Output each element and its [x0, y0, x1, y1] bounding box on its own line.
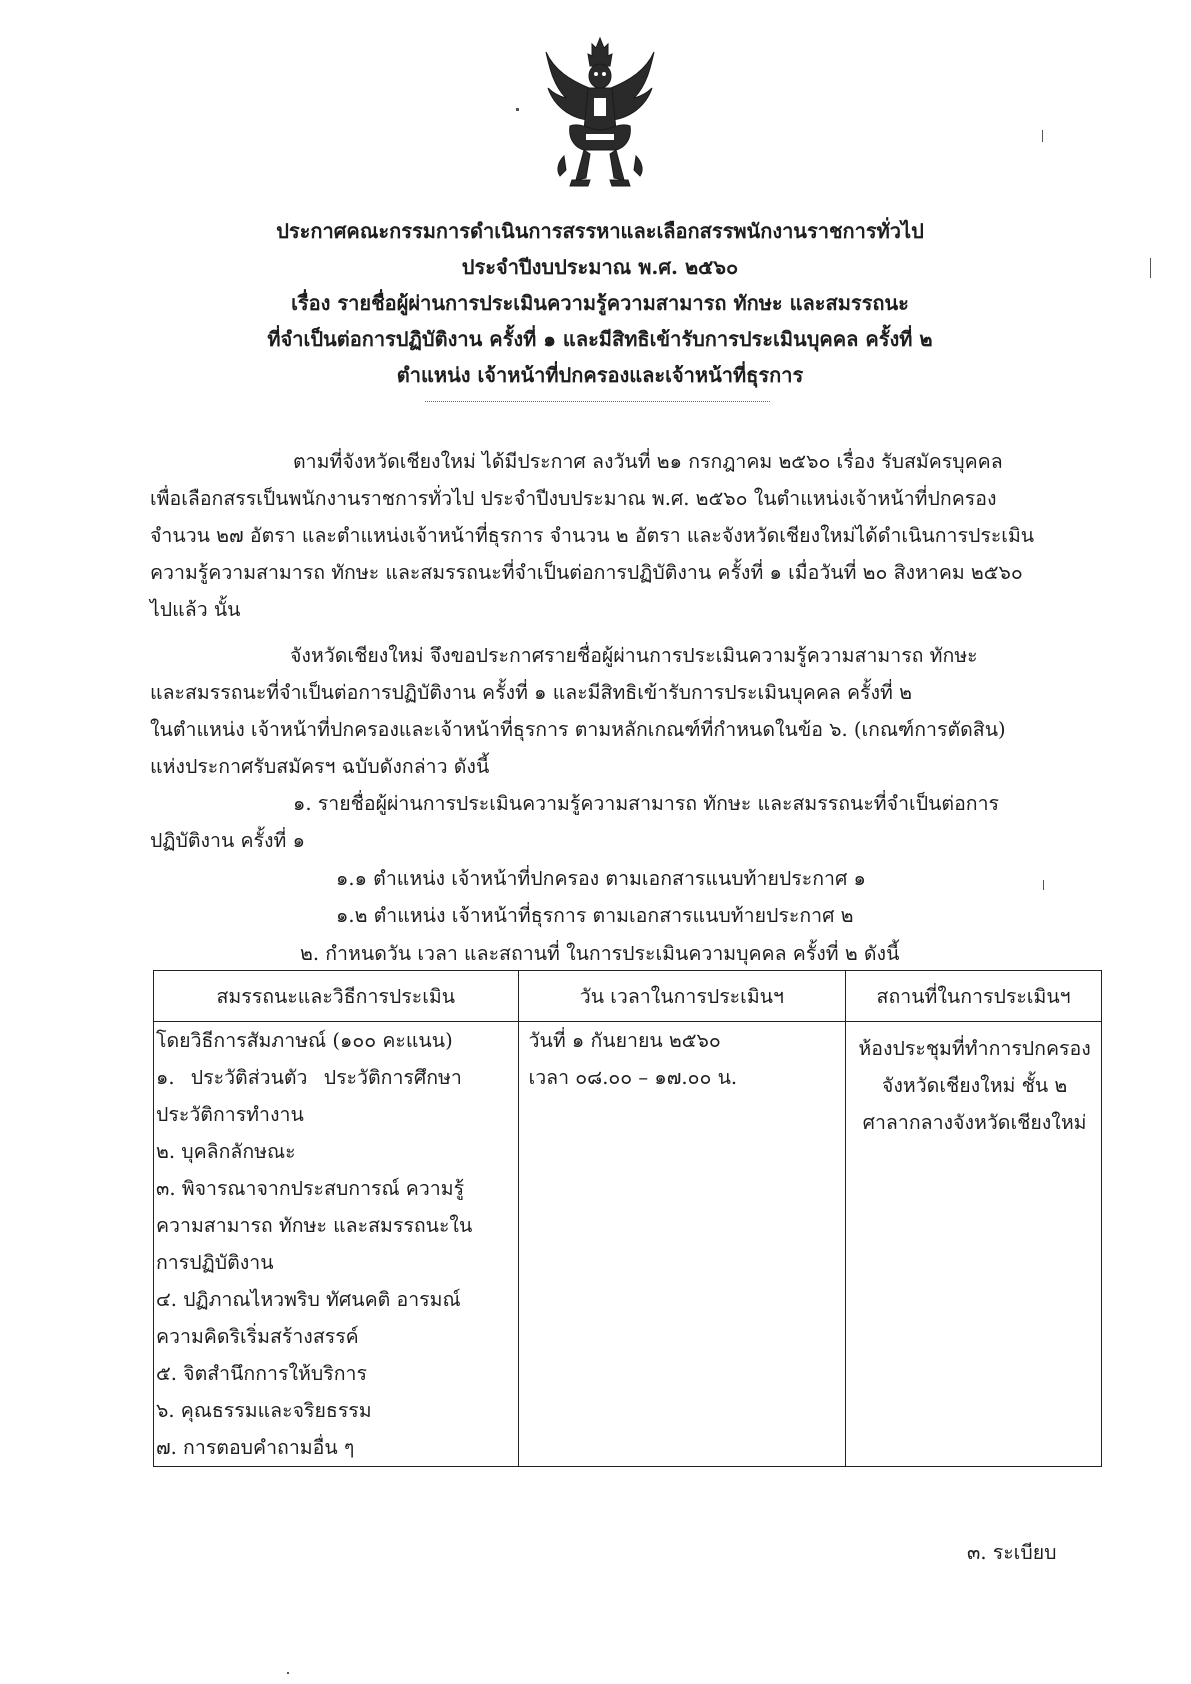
date-time-cell [518, 1022, 846, 1467]
item1-line-2: ปฏิบัติงาน ครั้งที่ ๑ [150, 829, 305, 852]
header-competency: สมรรถนะและวิธีการประเมิน [154, 971, 519, 1022]
item2-line: ๒. กำหนดวัน เวลา และสถานที่ ในการประเมินความบุคคล ครั้งที่ ๒ ดังนี้ [300, 942, 900, 965]
assessment-date: วันที่ ๑ กันยายน ๒๕๖๐ [528, 1029, 721, 1052]
continuation-marker: ๓. ระเบียบ [967, 1541, 1057, 1564]
para1-line-3: จำนวน ๒๗ อัตรา และตำแหน่งเจ้าหน้าที่ธุรการ จำนวน ๒ อัตรา และจังหวัดเชียงใหม่ได้ดำเนินการประเมิน [150, 524, 1035, 547]
location-line-1: ห้องประชุมที่ทำการปกครอง [858, 1037, 1091, 1060]
para1-line-1: ตามที่จังหวัดเชียงใหม่ ได้มีประกาศ ลงวันที่ ๒๑ กรกฎาคม ๒๕๖๐ เรื่อง รับสมัครบุคคล [293, 450, 1003, 473]
announcement-title-line-1: ประกาศคณะกรรมการดำเนินการสรรหาและเลือกสรรพนักงานราชการทั่วไป [276, 219, 924, 243]
method-heading: โดยวิธีการสัมภาษณ์ (๑๐๐ คะแนน) [156, 1029, 453, 1052]
garuda-emblem-icon [540, 30, 660, 198]
announcement-position-line: ตำแหน่ง เจ้าหน้าที่ปกครองและเจ้าหน้าที่ธุรการ [396, 363, 804, 387]
criteria-item: ๕. จิตสำนึกการให้บริการ [156, 1362, 367, 1385]
header-location: สถานที่ในการประเมินฯ [846, 971, 1102, 1022]
announcement-subject-line-1: เรื่อง รายชื่อผู้ผ่านการประเมินความรู้ความสามารถ ทักษะ และสมรรถนะ [291, 291, 909, 315]
competency-cell [154, 1022, 519, 1467]
para2-line-2: และสมรรถนะที่จำเป็นต่อการปฏิบัติงาน ครั้งที่ ๑ และมีสิทธิเข้ารับการประเมินบุคคล ครั้งที่ ๒ [150, 681, 912, 704]
scan-speck [287, 1672, 289, 1674]
table-header-row [154, 971, 1102, 1022]
para2-line-4: แห่งประกาศรับสมัครฯ ฉบับดังกล่าว ดังนี้ [150, 755, 490, 778]
para2-line-3: ในตำแหน่ง เจ้าหน้าที่ปกครองและเจ้าหน้าที่ธุรการ ตามหลักเกณฑ์ที่กำหนดในข้อ ๖. (เกณฑ์การตัดสิน) [150, 718, 1006, 741]
criteria-item: ความคิดริเริ่มสร้างสรรค์ [156, 1325, 359, 1348]
criteria-item: ๖. คุณธรรมและจริยธรรม [156, 1399, 372, 1422]
para1-line-2: เพื่อเลือกสรรเป็นพนักงานราชการทั่วไป ประจำปีงบประมาณ พ.ศ. ๒๕๖๐ ในตำแหน่งเจ้าหน้าที่ปกครอง [150, 487, 997, 510]
scan-speck [1150, 258, 1151, 278]
announcement-title-line-2: ประจำปีงบประมาณ พ.ศ. ๒๕๖๐ [461, 255, 739, 279]
para1-line-5: ไปแล้ว นั้น [150, 598, 241, 621]
table-row [154, 1022, 1102, 1467]
scan-speck [1042, 130, 1043, 142]
item1-line-1: ๑. รายชื่อผู้ผ่านการประเมินความรู้ความสามารถ ทักษะ และสมรรถนะที่จำเป็นต่อการ [293, 792, 1000, 815]
title-divider [425, 401, 770, 402]
criteria-item: ๑. ประวัติส่วนตัว ประวัติการศึกษา [156, 1066, 462, 1089]
item1-1-line: ๑.๑ ตำแหน่ง เจ้าหน้าที่ปกครอง ตามเอกสารแนบท้ายประกาศ ๑ [336, 867, 866, 890]
scan-speck [1043, 880, 1044, 890]
assessment-schedule-table [153, 970, 1102, 1467]
location-line-3: ศาลากลางจังหวัดเชียงใหม่ [862, 1111, 1087, 1134]
location-cell [846, 1022, 1102, 1467]
item1-2-line: ๑.๒ ตำแหน่ง เจ้าหน้าที่ธุรการ ตามเอกสารแนบท้ายประกาศ ๒ [336, 904, 854, 927]
criteria-item: ๔. ปฏิภาณไหวพริบ ทัศนคติ อารมณ์ [156, 1288, 461, 1311]
header-date-time: วัน เวลาในการประเมินฯ [518, 971, 846, 1022]
para2-line-1: จังหวัดเชียงใหม่ จึงขอประกาศรายชื่อผู้ผ่านการประเมินความรู้ความสามารถ ทักษะ [290, 644, 978, 667]
criteria-item: ประวัติการทำงาน [156, 1103, 304, 1126]
para1-line-4: ความรู้ความสามารถ ทักษะ และสมรรถนะที่จำเป็นต่อการปฏิบัติงาน ครั้งที่ ๑ เมื่อวันที่ ๒๐ สิงหาคม ๒๕๖๐ [150, 561, 1023, 584]
criteria-item: การปฏิบัติงาน [156, 1251, 274, 1274]
criteria-item: ๒. บุคลิกลักษณะ [156, 1140, 296, 1163]
criteria-item: ๗. การตอบคำถามอื่น ๆ [156, 1436, 355, 1459]
criteria-item: ๓. พิจารณาจากประสบการณ์ ความรู้ [156, 1177, 465, 1200]
scan-speck [516, 108, 519, 111]
criteria-item: ความสามารถ ทักษะ และสมรรถนะใน [156, 1214, 473, 1237]
location-line-2: จังหวัดเชียงใหม่ ชั้น ๒ [881, 1074, 1068, 1097]
announcement-subject-line-2: ที่จำเป็นต่อการปฏิบัติงาน ครั้งที่ ๑ และมีสิทธิเข้ารับการประเมินบุคคล ครั้งที่ ๒ [267, 327, 933, 351]
assessment-time: เวลา ๐๘.๐๐ – ๑๗.๐๐ น. [528, 1066, 738, 1089]
